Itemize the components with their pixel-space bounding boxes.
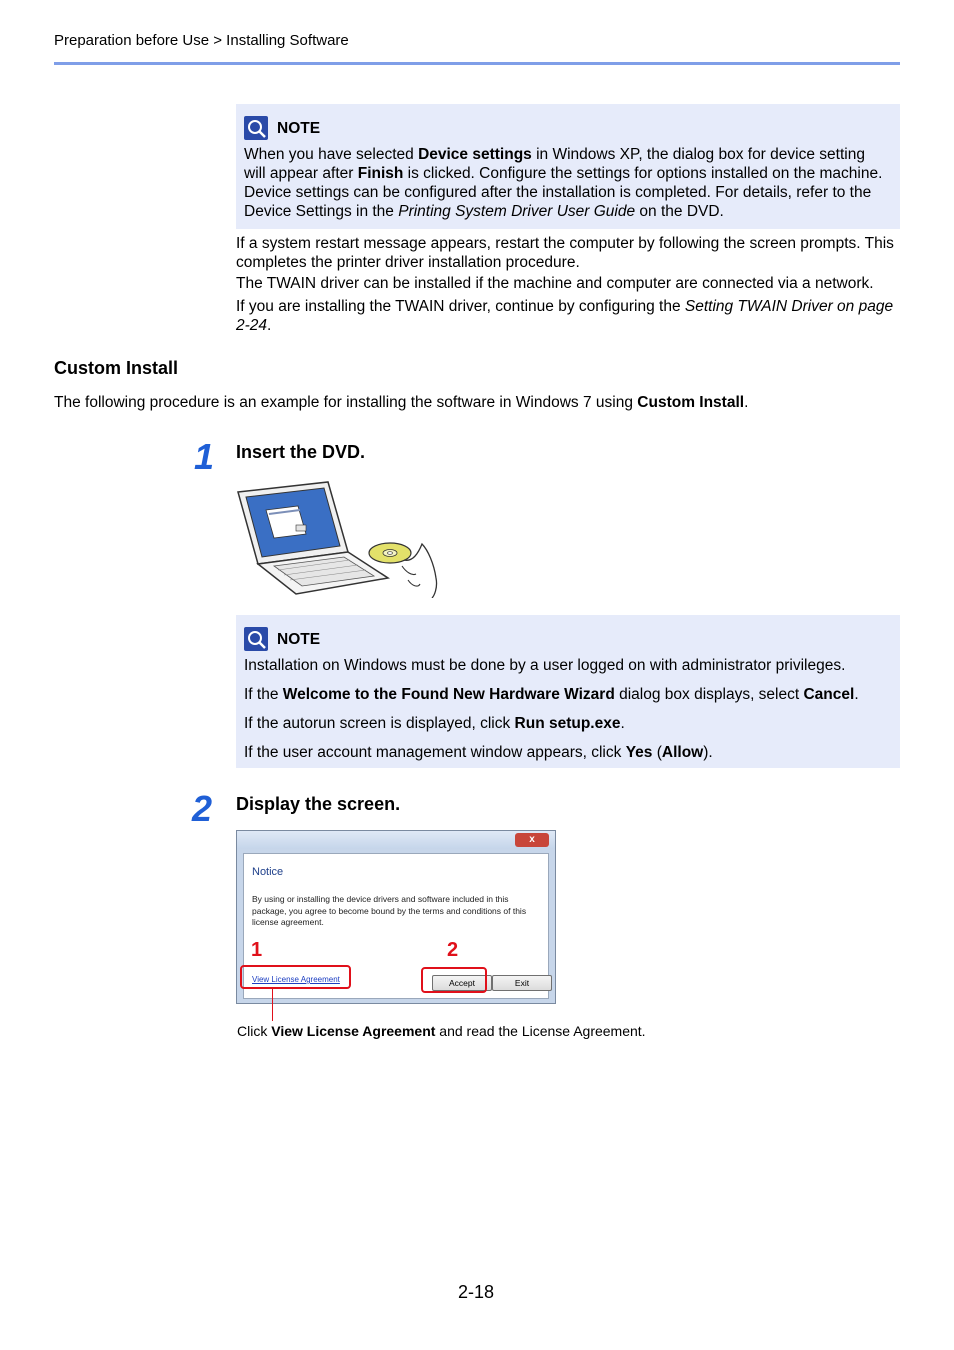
exit-button[interactable]: Exit (492, 975, 552, 991)
note-header (244, 627, 890, 651)
callout-leader-line (272, 989, 273, 1021)
note-icon (244, 627, 268, 651)
laptop-dvd-illustration (236, 480, 440, 598)
note-label: NOTE (277, 630, 321, 648)
note-box (236, 104, 900, 229)
body-paragraph: The TWAIN driver can be installed if the machine and computer are connected via a network. (236, 275, 874, 292)
note-label: NOTE (277, 119, 321, 137)
callout-box (421, 967, 487, 993)
step-title: Display the screen. (236, 794, 401, 814)
close-button[interactable]: x (515, 833, 549, 847)
note-line: If the autorun screen is displayed, click Run setup.exe. (244, 715, 625, 732)
page-number: 2-18 (458, 1282, 495, 1302)
accept-button[interactable]: Accept (432, 975, 492, 991)
dialog-text: By using or installing the device drivers and software included in this package, you agree to become bound by the terms and conditions of this license agreement. (252, 894, 527, 927)
note-text: When you have selected Device settings in Windows XP, the dialog box for device setting will appear after Finish is clicked. Configure the settings for options installed on the machine. Device settings can be configured after the installation is completed. For details, refer to the Device Settings in the Printing System Driver User Guide on the DVD. (244, 146, 883, 220)
note-box (236, 615, 900, 768)
step-number: 2 (192, 788, 213, 829)
section-title: Custom Install (54, 358, 179, 378)
dialog-title-bar (237, 831, 555, 849)
note-line: Installation on Windows must be done by a user logged on with administrator privileges. (244, 657, 846, 674)
body-paragraph: If a system restart message appears, restart the computer by following the screen prompts. This completes the printer driver installation procedure. (236, 235, 894, 271)
note-line: If the Welcome to the Found New Hardware Wizard dialog box displays, select Cancel. (244, 686, 859, 703)
note-line: If the user account management window appears, click Yes (Allow). (244, 744, 713, 761)
breadcrumb: Preparation before Use > Installing Software (54, 32, 349, 49)
header-rule (54, 62, 900, 65)
section-intro: The following procedure is an example for installing the software in Windows 7 using Custom Install. (54, 394, 749, 411)
view-license-link[interactable]: View License Agreement (252, 975, 340, 984)
body-paragraph: If you are installing the TWAIN driver, continue by configuring the Setting TWAIN Driver on page 2-24. (236, 298, 894, 334)
callout-number: 2 (447, 939, 459, 961)
callout-box (240, 965, 351, 989)
figure-caption: Click View License Agreement and read the License Agreement. (237, 1023, 646, 1039)
note-header (244, 116, 890, 140)
dialog-heading: Notice (252, 866, 284, 878)
laptop-icon (236, 480, 440, 598)
cross-reference-link[interactable]: Setting TWAIN Driver on page 2-24 (236, 298, 894, 334)
note-icon (244, 116, 268, 140)
callout-number: 1 (251, 939, 263, 961)
step-number: 1 (194, 436, 215, 477)
step-title: Insert the DVD. (236, 442, 366, 462)
